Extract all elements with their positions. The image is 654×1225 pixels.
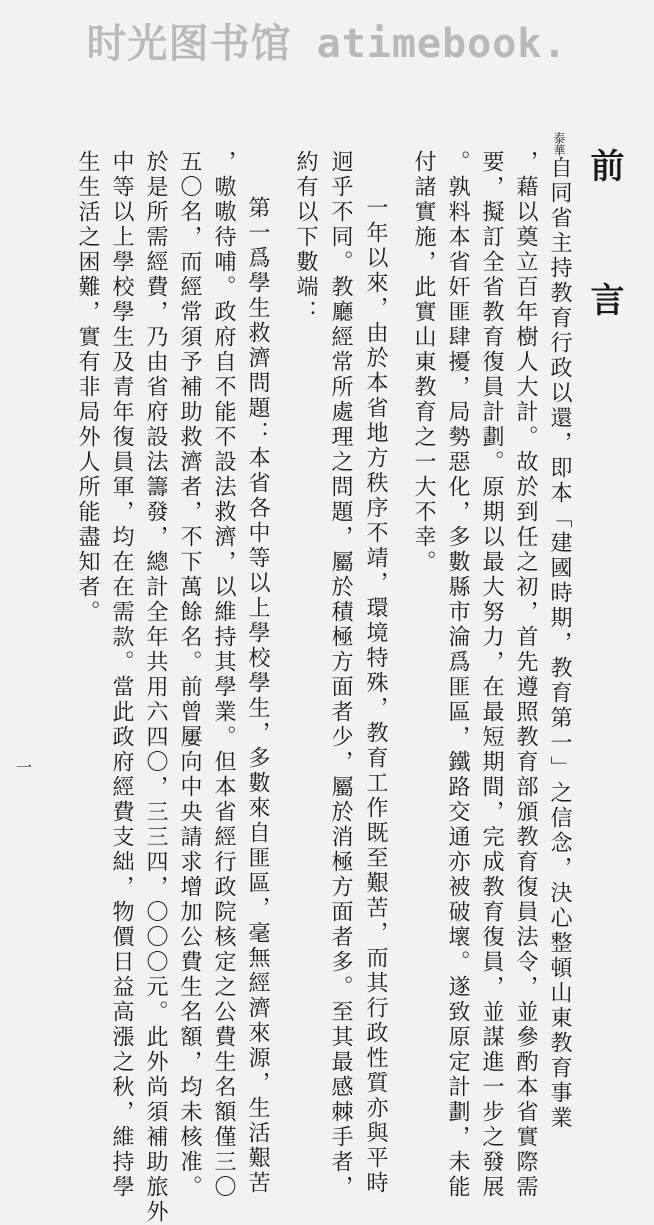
text-column: 於是所需經費，乃由省府設法籌發，總計全年共用六四〇，三三四，〇〇〇元。此外尚須補助旅外 <box>143 150 168 1225</box>
page-title: 前 言 <box>584 148 624 360</box>
text-column: 第一爲學生救濟問題：本省各中等以上學校學生，多數來自匪區，毫無經濟來源，生活艱苦 <box>245 196 270 1196</box>
watermark: 时光图书馆 atimebook. <box>86 21 568 67</box>
text-column: 迥乎不同。教廳經常所處理之問題，屬於積極方面者少，屬於消極方面者多。至其最感棘手者， <box>328 150 353 1200</box>
text-column: 生生活之困難，實有非局外人所能盡知者。 <box>75 150 100 625</box>
text-column: 中等以上學校學生及青年復員軍，均在在需款。當此政府經費支絀，物價日益高漲之秋，維持學 <box>109 150 134 1200</box>
text-column: 約有以下數端： <box>293 150 318 325</box>
text-column: 。孰料本省奸匪肆擾，局勢惡化，多數縣市淪爲匪區，鐵路交通亦被破壞。遂致原定計劃，未能 <box>445 150 470 1200</box>
text-column: 泰華自同省主持教育行政以還，即本「建國時期，教育第一」之信念，決心整頓山東教育事業 <box>547 132 572 1131</box>
text-column: ，嗷嗷待哺。政府自不能不設法救濟，以維持其學業。但本省經行政院核定之公費生名額僅三〇 <box>211 150 236 1200</box>
text-column: 五〇名，而經常須予補助救濟者，不下萬餘名。前曾屢向中央請求增加公費生名額，均未核准。 <box>177 150 202 1200</box>
text-column: 付諸實施，此實山東教育之一大不幸。 <box>411 150 436 575</box>
inline-note: 泰華 <box>552 132 566 156</box>
text-column: 一年以來，由於本省地方秩序不靖，環境特殊，教育工作既至艱苦，而其行政性質亦與平時 <box>363 196 388 1196</box>
page-number: 一 <box>16 758 33 777</box>
text-column: 要，擬訂全省教育復員計劃。原期以最大努力，在最短期間，完成教育復員，並謀進一步之發展 <box>479 150 504 1200</box>
text-column: ，藉以奠立百年樹人大計。故於到任之初，首先遵照教育部頒教育復員法令，並參酌本省實際需 <box>513 150 538 1200</box>
